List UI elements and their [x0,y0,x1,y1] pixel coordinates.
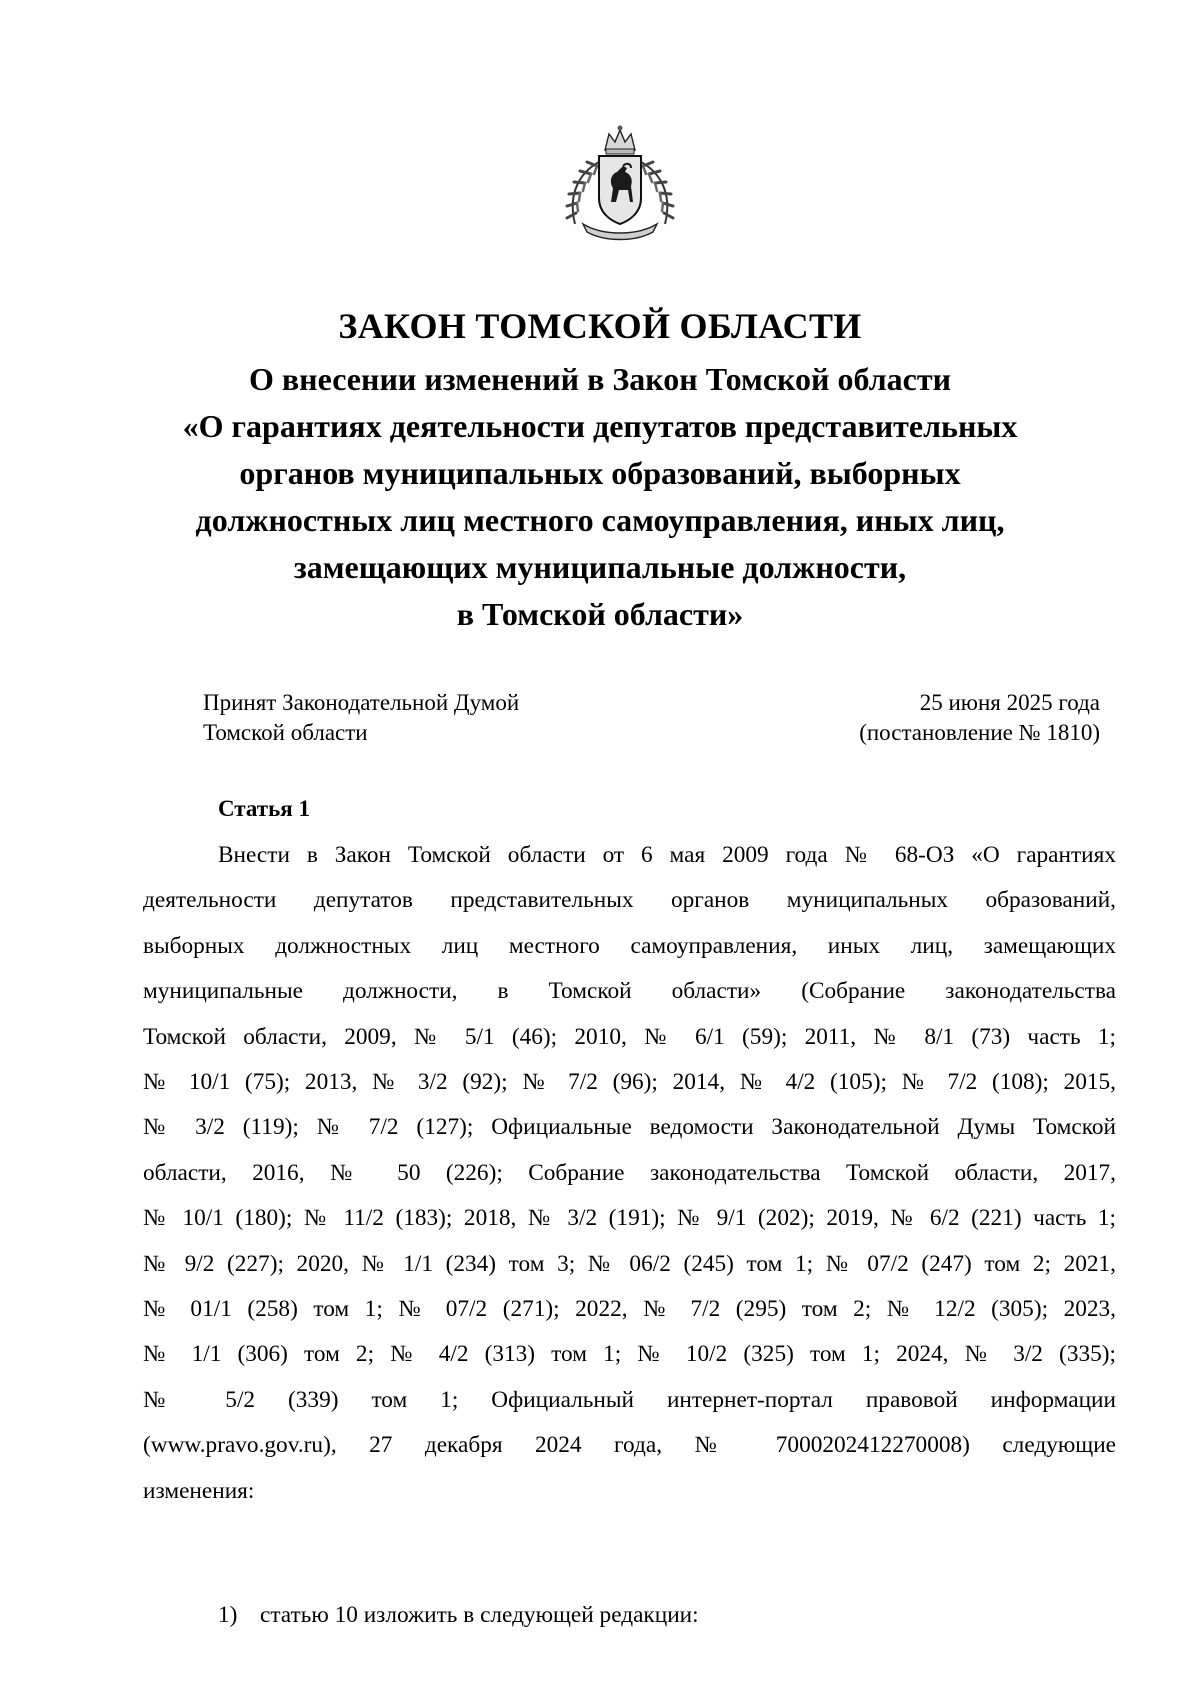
body-line: муниципальные должности, в Томской области» (Собрание законодательства [143,978,1116,1005]
body-line: деятельности депутатов представительных органов муниципальных образований, [143,887,1116,914]
body-line: изменения: [143,1477,255,1504]
adopted-by-line: Принят Законодательной Думой [203,690,520,715]
adoption-date [859,688,1100,748]
tomsk-oblast-coat-of-arms-icon [553,120,687,246]
article-body [143,833,1116,1514]
adopted-by [203,688,519,748]
body-line: № 9/2 (227); 2020, № 1/1 (234) том 3; № 06/2 (245) том 1; № 07/2 (247) том 2; 2021, [143,1250,1116,1277]
body-line: области, 2016, № 50 (226); Собрание законодательства Томской области, 2017, [143,1159,1116,1186]
amendment-number: 1) [218,1602,238,1628]
amendment-item [218,1600,699,1630]
body-line: № 3/2 (119); № 7/2 (127); Официальные ведомости Законодательной Думы Томской [143,1114,1116,1141]
law-title-block [120,302,1080,638]
body-line: выборных должностных лиц местного самоуправления, иных лиц, замещающих [143,932,1116,959]
body-line: № 10/1 (75); 2013, № 3/2 (92); № 7/2 (96); 2014, № 4/2 (105); № 7/2 (108); 2015, [143,1069,1116,1096]
body-line: № 1/1 (306) том 2; № 4/2 (313) том 1; № 10/2 (325) том 1; 2024, № 3/2 (335); [143,1341,1116,1368]
subtitle-line: О внесении изменений в Закон Томской области [249,361,951,397]
subtitle-line: органов муниципальных образований, выборных [239,455,961,491]
subtitle-line: «О гарантиях деятельности депутатов представительных [182,408,1018,444]
subtitle-line: замещающих муниципальные должности, [293,549,907,585]
resolution-number: (постановление № 1810) [859,720,1100,745]
body-line: (www.pravo.gov.ru), 27 декабря 2024 года, № 7000202412270008) следующие [143,1432,1116,1459]
law-title: ЗАКОН ТОМСКОЙ ОБЛАСТИ [338,306,862,346]
article-heading: Статья 1 [218,796,310,821]
body-line: Томской области, 2009, № 5/1 (46); 2010, № 6/1 (59); 2011, № 8/1 (73) часть 1; [143,1023,1116,1050]
adopted-by-line: Томской области [203,720,368,745]
body-line: № 5/2 (339) том 1; Официальный интернет-портал правовой информации [143,1386,1116,1413]
body-line: № 10/1 (180); № 11/2 (183); 2018, № 3/2 (191); № 9/1 (202); 2019, № 6/2 (221) часть 1; [143,1205,1116,1232]
law-subtitle [120,356,1080,638]
subtitle-line: должностных лиц местного самоуправления, иных лиц, [195,502,1005,538]
body-line: Внести в Закон Томской области от 6 мая 2009 года № 68-ОЗ «О гарантиях [218,842,1116,868]
amendment-text: статью 10 изложить в следующей редакции: [260,1602,699,1628]
body-line: № 01/1 (258) том 1; № 07/2 (271); 2022, № 7/2 (295) том 2; № 12/2 (305); 2023, [143,1296,1116,1323]
adoption-date-line: 25 июня 2025 года [919,690,1100,715]
subtitle-line: в Томской области» [456,596,744,632]
